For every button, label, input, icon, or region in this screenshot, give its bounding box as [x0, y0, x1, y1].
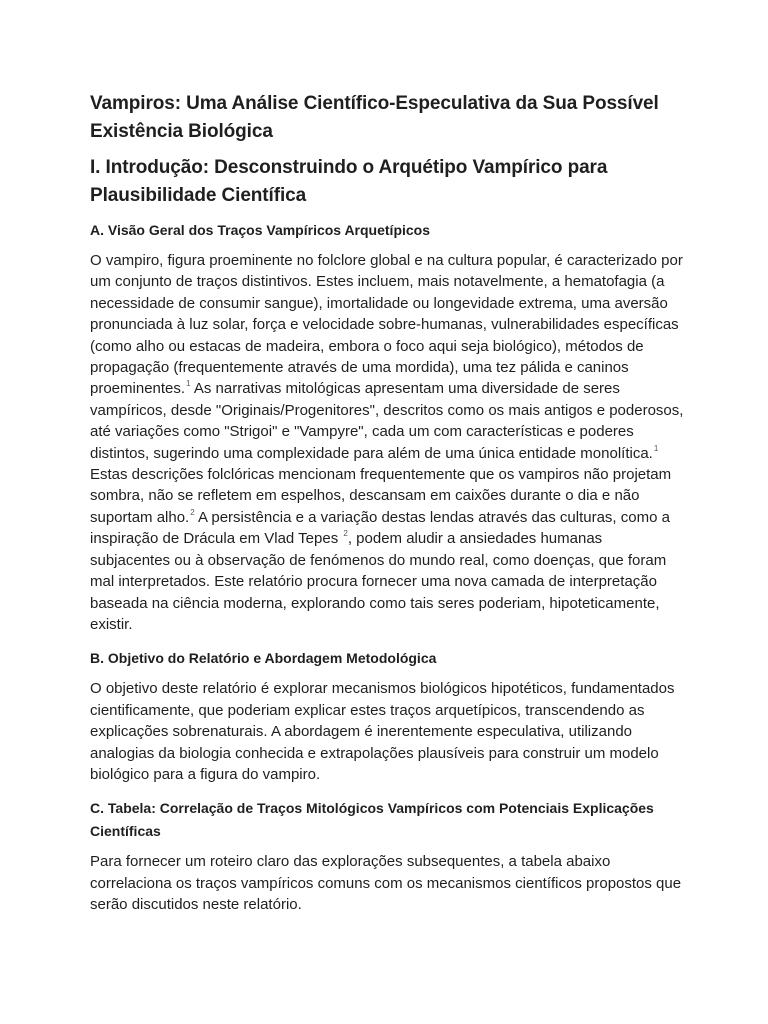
- subsection-heading-a: A. Visão Geral dos Traços Vampíricos Arquetípicos: [90, 222, 431, 238]
- paragraph-text: O vampiro, figura proeminente no folclore global e na cultura popular, é caracterizado por um conjunto de traços distintivos. Estes incluem, mais notavelmente, a hematofagia (a necessidade de consumir sangue), imortalidade ou longevidade extrema, uma aversão pronunciada à luz solar, força e velocidade sobre-humanas, vulnerabilidades específicas (como alho ou estacas de madeira, embora o foco aqui seja biológico), métodos de propagação (frequentemente através de uma mordida), uma tez pálida e caninos proeminentes.: [90, 252, 683, 398]
- paragraph-objective: O objetivo deste relatório é explorar mecanismos biológicos hipotéticos, fundamentados cientificamente, que poderiam explicar estes traços arquetípicos, transcendendo as explicações sobrenaturais. A abordagem é inerentemente especulativa, utilizando analogias da biologia conhecida e extrapolações plausíveis para construir um modelo biológico para a figura do vampiro.: [90, 680, 675, 783]
- paragraph-text: , podem aludir a ansiedades humanas subjacentes ou à observação de fenómenos do mundo real, como doenças, que foram mal interpretados. Este relatório procura fornecer uma nova camada de interpretação baseada na ciência moderna, explorando como tais seres poderiam, hipoteticamente, existir.: [90, 530, 667, 633]
- footnote-ref[interactable]: 1: [186, 379, 191, 389]
- paragraph-text: A persistência e a variação destas lendas através das culturas, como a inspiração de Drácula em Vlad Tepes: [90, 508, 670, 548]
- document-title: Vampiros: Uma Análise Científico-Especulativa da Sua Possível Existência Biológica: [90, 93, 659, 142]
- footnote-ref[interactable]: 2: [190, 507, 195, 517]
- document-page: [90, 90, 686, 928]
- section-heading-introduction: I. Introdução: Desconstruindo o Arquétipo Vampírico para Plausibilidade Científica: [90, 157, 608, 206]
- paragraph-text: As narrativas mitológicas apresentam uma diversidade de seres vampíricos, desde "Originais/Progenitores", descritos como os mais antigos e poderosos, até variações como "Strigoi" e "Vampyre", cada um com características e poderes distintos, sugerindo uma complexidade para além de uma única entidade monolítica.: [90, 380, 684, 462]
- paragraph-table-intro: Para fornecer um roteiro claro das explorações subsequentes, a tabela abaixo correlaciona os traços vampíricos comuns com os mecanismos científicos propostos que serão discutidos neste relatório.: [90, 853, 682, 914]
- paragraph-traits-overview: [90, 250, 686, 635]
- paragraph-text: Estas descrições folclóricas mencionam frequentemente que os vampiros não projetam sombra, não se refletem em espelhos, descansam em caixões durante o dia e não suportam alho.: [90, 466, 672, 526]
- footnote-ref[interactable]: 2: [343, 529, 348, 539]
- footnote-ref[interactable]: 1: [653, 443, 659, 453]
- subsection-heading-c: C. Tabela: Correlação de Traços Mitológicos Vampíricos com Potenciais Explicações Científicas: [90, 800, 654, 840]
- subsection-heading-b: B. Objetivo do Relatório e Abordagem Metodológica: [90, 650, 437, 667]
